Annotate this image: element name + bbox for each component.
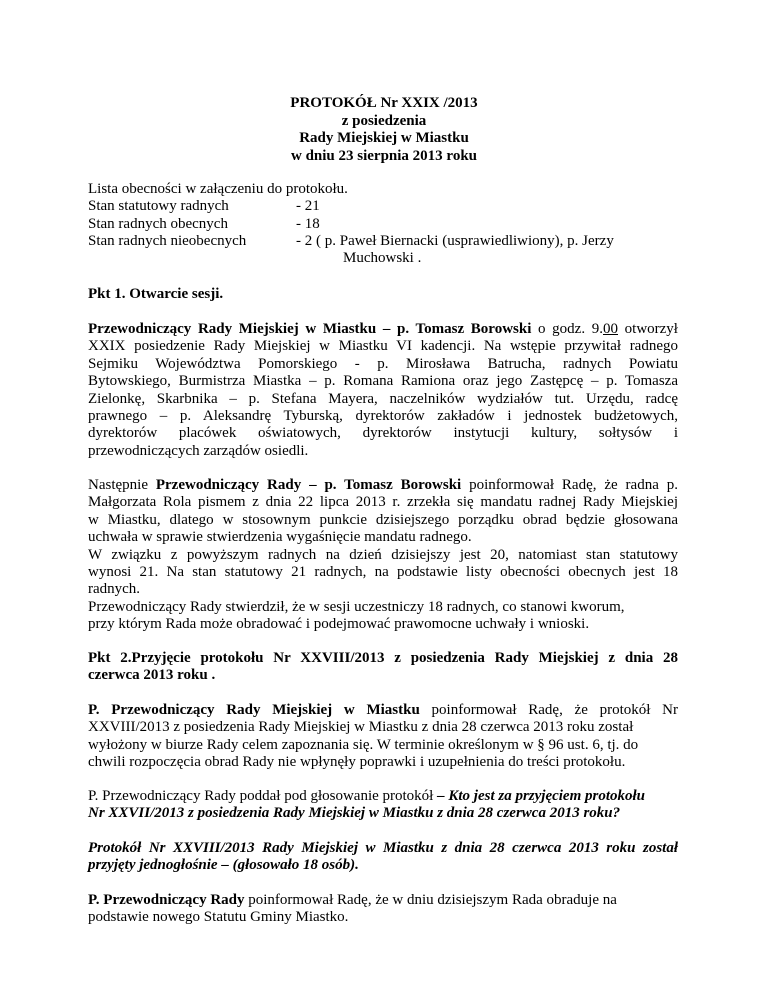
pkt2-paragraph-4: P. Przewodniczący Rady poinformował Radę, że w dniu dzisiejszym Rada obraduje na podstawie nowego Statutu Gminy Miastko. (88, 892, 617, 926)
attendance-intro: Lista obecności w załączeniu do protokołu. (88, 181, 348, 197)
attendance-continuation: Muchowski . (343, 250, 422, 267)
pkt1-paragraph-2: Następnie Przewodniczący Rady – p. Tomasz Borowski poinformował Radę, że radna p. Małgorzata Rola pismem z dnia 22 lipca 2013 r. zrzekła się mandatu radnej Rady Miejskiej w Miastku, dlatego w stosownym punkcie dzisiejszego porządku obrad będzie głosowana uchwała w sprawie stwierdzenia wygaśnięcie mandatu radnego. W związku z powyższym radnych na dzień dzisiejszy jest 20, natomiast stan statutowy wynosi 21. Na stan statutowy 21 radnych, na podstawie listy obecności obecnych jest 18 radnych. Przewodniczący Rady stwierdził, że w sesji uczestniczy 18 radnych, co stanowi kworum, przy którym Rada może obradować i podejmować prawomocne uchwały i wnioski. (88, 477, 678, 633)
header-subtitle: z posiedzenia (341, 112, 427, 129)
attendance-row: Stan statutowy radnych - 21 (88, 198, 320, 215)
header-council: Rady Miejskiej w Miastku (299, 130, 469, 146)
document-header (0, 95, 768, 165)
protocol-title: PROTOKÓŁ Nr XXIX /2013 (290, 95, 478, 111)
attendance-row: Stan radnych obecnych - 18 (88, 215, 320, 232)
pkt2-heading: Pkt 2.Przyjęcie protokołu Nr XXVIII/2013 z posiedzenia Rady Miejskiej z dnia 28 czerwca 2013 roku . (88, 650, 678, 684)
attendance-section (88, 181, 688, 267)
pkt1-heading: Pkt 1. Otwarcie sesji. (88, 286, 224, 302)
pkt1-paragraph-1: Przewodniczący Rady Miejskiej w Miastku – p. Tomasz Borowski o godz. 9.00 otworzył XXIX posiedzenie Rady Miejskiej w Miastku VI kadencji. Na wstępie przywitał radnego Sejmiku Województwa Pomorskiego - p. Mirosława Batrucha, radnych Powiatu Bytowskiego, Burmistrza Miastka – p. Romana Ramiona oraz jego Zastępcę – p. Tomasza Zielonkę, Skarbnika – p. Stefana Mayera, naczelników wydziałów tut. Urzędu, radcę prawnego – p. Aleksandrę Tyburską, dyrektorów zakładów i jednostek budżetowych, dyrektorów placówek oświatowych, dyrektorów instytucji kultury, sołtysów i przewodniczących zarządów osiedli. (88, 321, 678, 459)
attendance-row: Stan radnych nieobecnych - 2 ( p. Paweł Biernacki (usprawiedliwiony), p. Jerzy (88, 232, 614, 249)
pkt2-paragraph-2: P. Przewodniczący Rady poddał pod głosowanie protokół – Kto jest za przyjęciem protokołu Nr XXVII/2013 z posiedzenia Rady Miejskiej w Miastku z dnia 28 czerwca 2013 roku? (88, 788, 646, 822)
header-date: w dniu 23 sierpnia 2013 roku (290, 147, 478, 164)
pkt2-paragraph-1: P. Przewodniczący Rady Miejskiej w Miastku poinformował Radę, że protokół Nr XXVIII/2013 z posiedzenia Rady Miejskiej w Miastku z dnia 28 czerwca 2013 roku został wyłożony w biurze Rady celem zapoznania się. W terminie określonym w § 96 ust. 6, tj. do chwili rozpoczęcia obrad Rady nie wpłynęły poprawki i uzupełnienia do treści protokołu. (88, 702, 678, 771)
pkt2-vote-result: Protokół Nr XXVIII/2013 Rady Miejskiej w Miastku z dnia 28 czerwca 2013 roku został przyjęty jednogłośnie – (głosowało 18 osób). (88, 840, 678, 874)
